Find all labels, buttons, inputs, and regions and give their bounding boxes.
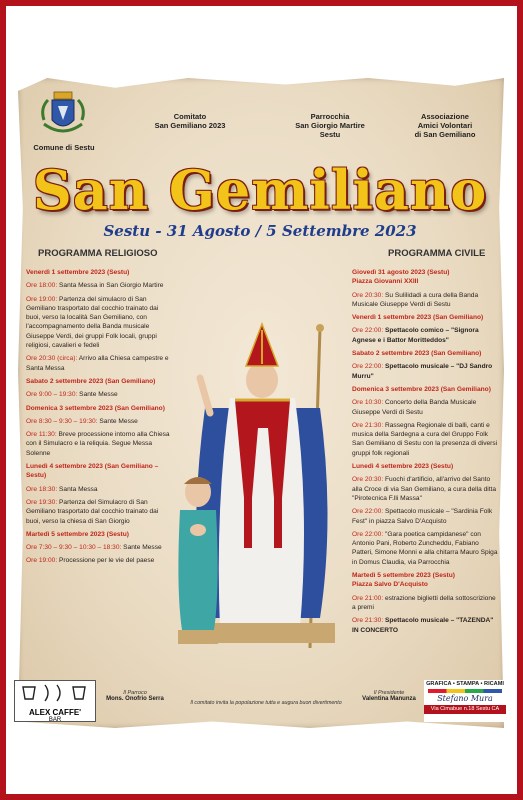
associazione-block (400, 112, 490, 139)
religioso-day-1-item-1 (26, 281, 174, 290)
religioso-column (26, 268, 174, 570)
item-text: Arrivo alla Chiesa campestre e Santa Messa (26, 355, 169, 372)
item-text: Spettacolo musicale – "DJ Sandro Murru" (352, 363, 493, 380)
civile-day-5-item-2 (352, 507, 498, 526)
comitato-block (140, 112, 240, 130)
grafica-colorbar (428, 689, 502, 693)
comitato-line-2: San Gemiliano 2023 (154, 121, 226, 130)
religioso-day-3-item-2 (26, 430, 174, 458)
item-text: Fuochi d'artificio, all'arrivo del Santo alla Croce di via San Gemiliano, a cura della ditta "Pirotecnica F.lli Massa" (352, 476, 497, 502)
item-text: Processione per le vie del paese (59, 557, 155, 565)
parroco-name: Mons. Onofrio Serra (106, 696, 164, 702)
event-dates: Sestu - 31 Agosto / 5 Settembre 2023 (103, 222, 417, 240)
parroco-label: Il Parroco (123, 690, 147, 696)
religioso-day-4-item-2 (26, 498, 174, 526)
parrocchia-line-2: San Giorgio Martire (295, 121, 365, 130)
religioso-day-5-date: Martedì 5 settembre 2023 (Sestu) (26, 530, 129, 538)
civile-day-4-date: Domenica 3 settembre 2023 (San Gemiliano) (352, 385, 491, 393)
item-text: estrazione biglietti della sottoscrizione a premi (352, 594, 496, 611)
civile-day-3-item-1 (352, 362, 498, 381)
time-label: Ore 21:30: (352, 617, 384, 625)
time-label: Ore 18:00: (26, 282, 58, 290)
religioso-day-1-item-2 (26, 295, 174, 351)
item-text: Santa Messa (59, 485, 98, 493)
time-label: Ore 22:00: (352, 327, 384, 335)
religioso-day-2-item-1 (26, 390, 174, 399)
time-label: Ore 20:30: (352, 476, 384, 484)
civile-day-3-date: Sabato 2 settembre 2023 (San Gemiliano) (352, 350, 482, 358)
item-text: Spettacolo comico – "Signora Agnese e i Battor Moritteddos" (352, 327, 479, 344)
civile-day-1-place: Piazza Giovanni XXIII (352, 278, 419, 286)
parrocchia-block (285, 112, 375, 139)
associazione-line-3: di San Gemiliano (414, 130, 476, 139)
alex-caffe-sub: BAR (48, 717, 62, 723)
civile-day-5-item-3 (352, 530, 498, 567)
religioso-heading: PROGRAMMA RELIGIOSO (38, 248, 158, 259)
civile-day-6-item-2 (352, 616, 498, 635)
time-label: Ore 20:30: (352, 291, 384, 299)
civile-day-1-date: Giovedì 31 agosto 2023 (Sestu) (352, 269, 450, 276)
religioso-day-4-item-1 (26, 485, 174, 494)
time-label: Ore 22:00: (352, 530, 384, 538)
civile-column (352, 268, 498, 639)
comune-logo (38, 90, 88, 142)
time-label: Ore 22:00: (352, 508, 384, 516)
time-label: Ore 9:00 – 19:30: (26, 391, 78, 399)
invite-text: Il comitato invita la popolazione tutta e augura buon divertimento (190, 700, 342, 706)
associazione-line-1: Associazione (421, 112, 469, 121)
religioso-day-5-item-1 (26, 543, 174, 552)
religioso-day-1-date: Venerdì 1 settembre 2023 (Sestu) (26, 269, 130, 276)
cup-icon (15, 681, 95, 703)
item-text: Santa Messa in San Giorgio Martire (59, 282, 164, 290)
presidente-name: Valentina Manunza (362, 696, 416, 702)
alex-caffe-logo (14, 680, 96, 722)
grafica-tagline: GRAFICA • STAMPA • RICAMI (426, 681, 504, 687)
religioso-day-4-date: Lunedì 4 settembre 2023 (San Gemiliano – Sestu) (26, 463, 159, 480)
alex-caffe-name: ALEX CAFFE' (28, 708, 82, 717)
time-label: Ore 22:00: (352, 363, 384, 371)
civile-day-2-date: Venerdì 1 settembre 2023 (San Gemiliano) (352, 314, 484, 322)
parroco-block (100, 690, 170, 702)
civile-day-5-date: Lunedì 4 settembre 2023 (Sestu) (352, 463, 454, 471)
time-label: Ore 11:30: (26, 431, 57, 439)
item-text: Rassegna Regionale di balli, canti e musica della Sardegna a cura del Gruppo Folk San Gemiliano di Sestu con la presenza di diversi gruppi folk regionali (352, 421, 498, 457)
civile-day-6-date: Martedì 5 settembre 2023 (Sestu) (352, 572, 455, 580)
civile-day-6-item-1 (352, 594, 498, 613)
religioso-day-1-item-3 (26, 354, 174, 373)
parrocchia-line-1: Parrocchia (310, 112, 350, 121)
civile-day-1-item-1 (352, 291, 498, 310)
civile-heading: PROGRAMMA CIVILE (388, 248, 486, 259)
item-text: Spettacolo musicale – "Sardinia Folk Fest" in piazza Salvo D'Acquisto (352, 508, 493, 525)
item-text: Sante Messe (79, 391, 118, 399)
time-label: Ore 7:30 – 9:30 – 10:30 – 18:30: (26, 544, 122, 552)
item-text: "Gara poetica campidanese" con Antonio Pani, Roberto Zuncheddu, Fabiano Patteri, Simone Monni e alla chitarra Mauro Spiga in Domus Claudia, via Parrocchia (352, 530, 498, 566)
religioso-day-2-date: Sabato 2 settembre 2023 (San Gemiliano) (26, 377, 156, 385)
time-label: Ore 21:30: (352, 421, 384, 429)
grafica-logo (424, 680, 506, 722)
religioso-day-5-item-2 (26, 556, 174, 565)
civile-day-2-item-1 (352, 326, 498, 345)
time-label: Ore 19:30: (26, 498, 58, 506)
civile-day-4-item-1 (352, 398, 498, 417)
time-label: Ore 21:00: (352, 594, 384, 602)
civile-day-6-place: Piazza Salvo D'Acquisto (352, 581, 428, 589)
presidente-label: Il Presidente (373, 690, 405, 696)
presidente-block (356, 690, 422, 702)
item-text: Sante Messe (123, 544, 162, 552)
item-text: Spettacolo musicale – "TAZENDA" IN CONCERTO (352, 617, 494, 634)
time-label: Ore 19:00: (26, 557, 58, 565)
time-label: Ore 8:30 – 9:30 – 19:30: (26, 417, 98, 425)
poster-title: San Gemiliano (32, 158, 488, 222)
parrocchia-line-3: Sestu (319, 130, 341, 139)
religioso-day-3-date: Domenica 3 settembre 2023 (San Gemiliano) (26, 404, 165, 412)
associazione-line-2: Amici Volontari (417, 121, 473, 130)
civile-day-5-item-1 (352, 475, 498, 503)
item-text: Sante Messe (99, 417, 138, 425)
child-figure-image (168, 470, 228, 650)
comune-label: Comune di Sestu (33, 143, 95, 152)
item-text: Su Sulilidadi a cura della Banda Musicale Giuseppe Verdi di Sestu (352, 291, 479, 308)
item-text: Partenza del simulacro di San Gemiliano trasportato dal cocchio trainato dai buoi, verso la località San Gemiliano, con l'accompagnamento della Banda musicale Giuseppe Verdi, dei gruppi Folk locali, gruppi religiosi, cavalieri e fedeli (26, 295, 159, 350)
time-label: Ore 10:30: (352, 399, 384, 407)
time-label: Ore 18:30: (26, 485, 58, 493)
grafica-name: Stefano Mura (437, 694, 493, 703)
grafica-address: Via Cimabue n.18 Sestu CA (424, 705, 506, 714)
religioso-day-3-item-1 (26, 417, 174, 426)
comitato-line-1: Comitato (173, 112, 207, 121)
time-label: Ore 19:00: (26, 295, 58, 303)
item-text: Partenza del Simulacro di San Gemiliano trasportato dal cocchio trainato dai buoi, verso la chiesa di San Giorgio (26, 498, 159, 525)
civile-day-4-item-2 (352, 421, 498, 458)
item-text: Breve processione intorno alla Chiesa con il Simulacro e la reliquia. Segue Messa Solenne (26, 431, 170, 457)
item-text: Concerto della Banda Musicale Giuseppe Verdi di Sestu (352, 399, 477, 416)
time-label: Ore 20:30 (circa): (26, 355, 78, 363)
